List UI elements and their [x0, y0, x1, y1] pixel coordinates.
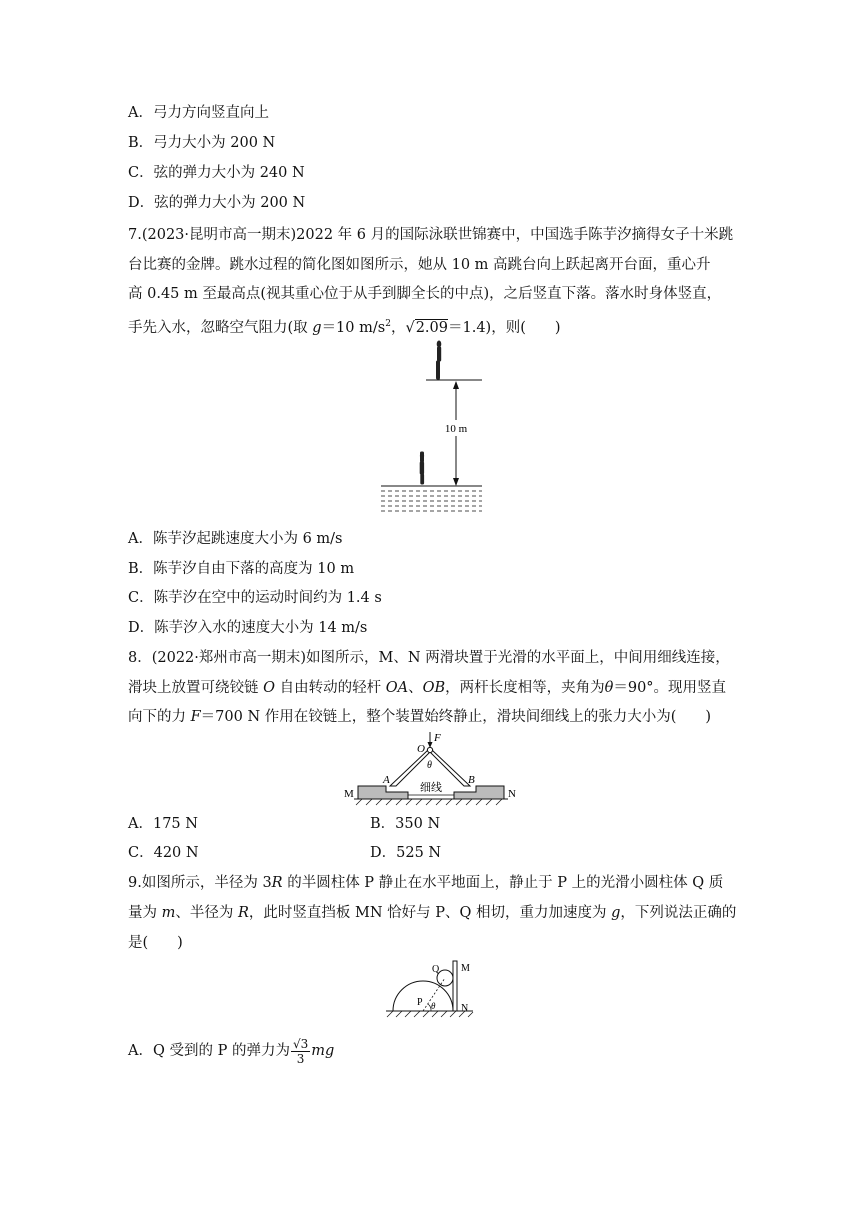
semicylinder-diagram: [383, 955, 483, 1021]
q8-stem-line-3: 向下的力 F＝700 N 作用在铰链上，整个装置始终静止，滑块间细线上的张力大小为( ): [128, 709, 712, 725]
slider-m-label: M: [344, 788, 354, 800]
q7-stem-line-3: 高 0.45 m 至最高点(视其重心位于从手到脚全长的中点)，之后竖直下落。落水时身体竖直，: [128, 286, 722, 302]
q8-option-d: D．525 N: [370, 845, 442, 861]
angle-theta-label: θ: [431, 1001, 436, 1011]
q6-option-b: B．弓力大小为 200 N: [128, 135, 276, 151]
board-m-label: M: [461, 963, 470, 974]
q7-stem-line-4: 手先入水，忽略空气阻力(取 g＝10 $m/s^2$，√2.09＝1.4)，则( ): [128, 319, 561, 336]
slider-n-label: N: [508, 788, 516, 800]
q6-option-d: D．弦的弹力大小为 200 N: [128, 195, 306, 211]
point-b-label: B: [468, 774, 475, 786]
diving-diagram: [378, 338, 488, 518]
force-label: F: [434, 732, 441, 744]
q6-option-c: C．弦的弹力大小为 240 N: [128, 165, 305, 181]
q7-stem-line-1: 7.(2023·昆明市高一期末)2022 年 6 月的国际泳联世锦赛中，中国选手陈芋汐摘得女子十米跳: [128, 227, 734, 243]
q8-stem-line-2: 滑块上放置可绕铰链 O 自由转动的轻杆 OA、OB，两杆长度相等，夹角为θ＝90°。现用竖直: [128, 680, 727, 696]
string-label: 细线: [420, 782, 442, 794]
slider-linkage-diagram: [340, 730, 530, 806]
q6-option-a: A．弓力方向竖直向上: [128, 105, 269, 121]
q7-option-b: B．陈芋汐自由下落的高度为 10 m: [128, 561, 355, 577]
q7-stem-line-2: 台比赛的金牌。跳水过程的简化图如图所示，她从 10 m 高跳台向上跃起离开台面，重心升: [128, 257, 711, 273]
height-label: 10 m: [444, 423, 468, 435]
board-n-label: N: [461, 1003, 469, 1014]
q8-stem-line-1: 8．(2022·郑州市高一期末)如图所示，M、N 两滑块置于光滑的水平面上，中间用细线连接，: [128, 650, 730, 666]
fraction: $\frac{√3}{3}$: [292, 1036, 309, 1066]
q9-stem-line-1: 9.如图所示，半径为 3R 的半圆柱体 P 静止在水平地面上，静止于 P 上的光滑小圆柱体 Q 质: [128, 875, 724, 891]
semicylinder-p-label: P: [417, 997, 423, 1008]
diver-top-figure: [437, 341, 441, 380]
q7-option-d: D．陈芋汐入水的速度大小为 14 m/s: [128, 620, 368, 636]
cylinder-q-label: Q: [432, 964, 440, 975]
diver-bottom-figure: [420, 452, 423, 484]
q9-stem-line-3: 是( ): [128, 935, 183, 951]
point-a-label: A: [383, 774, 390, 786]
angle-label: θ: [427, 760, 432, 771]
q7-option-a: A．陈芋汐起跳速度大小为 6 m/s: [128, 531, 343, 547]
hinge-label: O: [417, 743, 425, 755]
q9-stem-line-2: 量为 m、半径为 R，此时竖直挡板 MN 恰好与 P、Q 相切，重力加速度为 g，下列说法正确的: [128, 905, 737, 921]
q8-option-a: A．175 N: [128, 816, 198, 832]
q8-option-b: B．350 N: [370, 816, 441, 832]
q7-option-c: C．陈芋汐在空中的运动时间约为 1.4 s: [128, 590, 382, 606]
q9-option-a: A．Q 受到的 P 的弹力为 $\frac{√3}{3}$ mg: [128, 1036, 335, 1066]
q8-option-c: C．420 N: [128, 845, 199, 861]
